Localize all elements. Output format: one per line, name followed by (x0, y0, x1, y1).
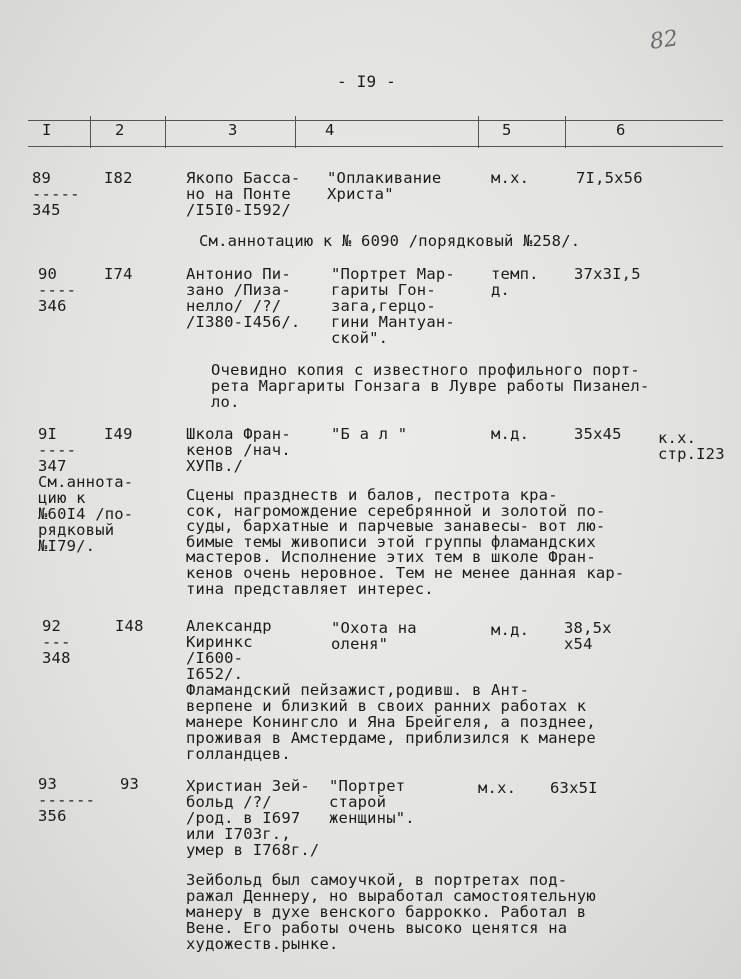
row-2-title: "Портрет Мар- гариты Гон- зага,герцо- гини Мантуан- ской". (331, 265, 455, 347)
column-divider (90, 116, 91, 148)
row-5-number: 93 ------ 356 (38, 775, 96, 825)
row-4-technique: м.д. (491, 621, 530, 639)
row-5-size: 63x5I (550, 779, 598, 797)
row-1-artist: Якопо Басса- но на Понте /I5I0-I592/ (186, 169, 301, 219)
row-4-number: 92 --- 348 (42, 617, 71, 667)
row-3-size: 35x45 (574, 425, 622, 443)
header-col-1: I (42, 121, 52, 139)
row-2-technique: темп. д. (491, 265, 539, 299)
header-col-4: 4 (325, 121, 335, 139)
row-5-artist: Христиан Зей- больд /?/ /род. в I697 или I703г., умер в I768г./ (186, 777, 320, 859)
column-divider (295, 116, 296, 148)
row-2-inventory: I74 (104, 265, 133, 283)
header-col-5: 5 (502, 121, 512, 139)
row-3-remark: к.х. стр.I23 (658, 429, 725, 463)
row-3-artist: Школа Фран- кенов /нач. ХУПв./ (186, 425, 291, 475)
header-col-6: 6 (616, 121, 626, 139)
row-2-note: Очевидно копия с известного профильного порт- рета Маргариты Гонзага в Лувре работы Пизанел- ло. (211, 361, 650, 411)
header-col-2: 2 (115, 121, 125, 139)
row-3-number: 9I ---- 347 См.аннота- цию к №60I4 /по- рядковый №I79/. (38, 425, 134, 555)
row-5-inventory: 93 (120, 775, 140, 793)
handwritten-page-number: 82 (648, 26, 680, 55)
table-header-rule (28, 146, 723, 147)
row-5-technique: м.х. (478, 779, 517, 797)
row-1-title: "Оплакивание Христа" (327, 169, 442, 203)
row-2-size: 37x3I,5 (574, 265, 641, 283)
row-1-inventory: I82 (104, 169, 133, 187)
row-4-artist: Александр Киринкс /I600- I652/. (186, 617, 272, 683)
row-4-size: 38,5x x54 (564, 619, 612, 653)
row-2-artist: Антонио Пи- зано /Пиза- нелло/ /?/ /I380-I456/. (186, 265, 301, 331)
page-number: - I9 - (337, 72, 396, 91)
row-4-note: Фламандский пейзажист,родивш. в Ант- верпене и близкий в своих ранних работах к манере Конингсло и Яна Брейгеля, а позднее, проживая в Амстердаме, приблизился к манере голландцев. (186, 681, 596, 763)
row-5-title: "Портрет старой женщины". (329, 777, 415, 827)
column-divider (565, 116, 566, 148)
column-divider (478, 116, 479, 148)
row-1-size: 7I,5x56 (576, 169, 643, 187)
row-3-inventory: I49 (104, 425, 133, 443)
row-1-number: 89 ----- 345 (32, 169, 80, 219)
row-3-note: Сцены празднеств и балов, пестрота кра- сок, нагромождение серебрянной и золотой по- суды, бархатные и парчевые занавесы- вот лю- бимые темы живописи этой группы фламандских мастеров. Исполнение этих тем в школе Фран- кенов очень неровное. Тем не менее данная кар- тина представляет интерес. (186, 486, 625, 598)
header-col-3: 3 (228, 121, 238, 139)
row-4-title: "Охота на оленя" (331, 619, 417, 653)
row-5-note: Зейбольд был самоучкой, в портретах под- ражал Деннеру, но выработал самостоятельную манеру в духе венского барроккo. Работал в Вене. Его работы очень высоко ценятся на художеств.рынке. (186, 871, 596, 953)
row-3-title: "Б а л " (331, 425, 408, 443)
row-1-note: См.аннотацию к № 6090 /порядковый №258/. (199, 232, 581, 250)
row-1-technique: м.х. (491, 169, 530, 187)
column-divider (165, 116, 166, 148)
row-2-number: 90 ---- 346 (38, 265, 77, 315)
row-3-technique: м.д. (491, 425, 530, 443)
row-4-inventory: I48 (115, 617, 144, 635)
